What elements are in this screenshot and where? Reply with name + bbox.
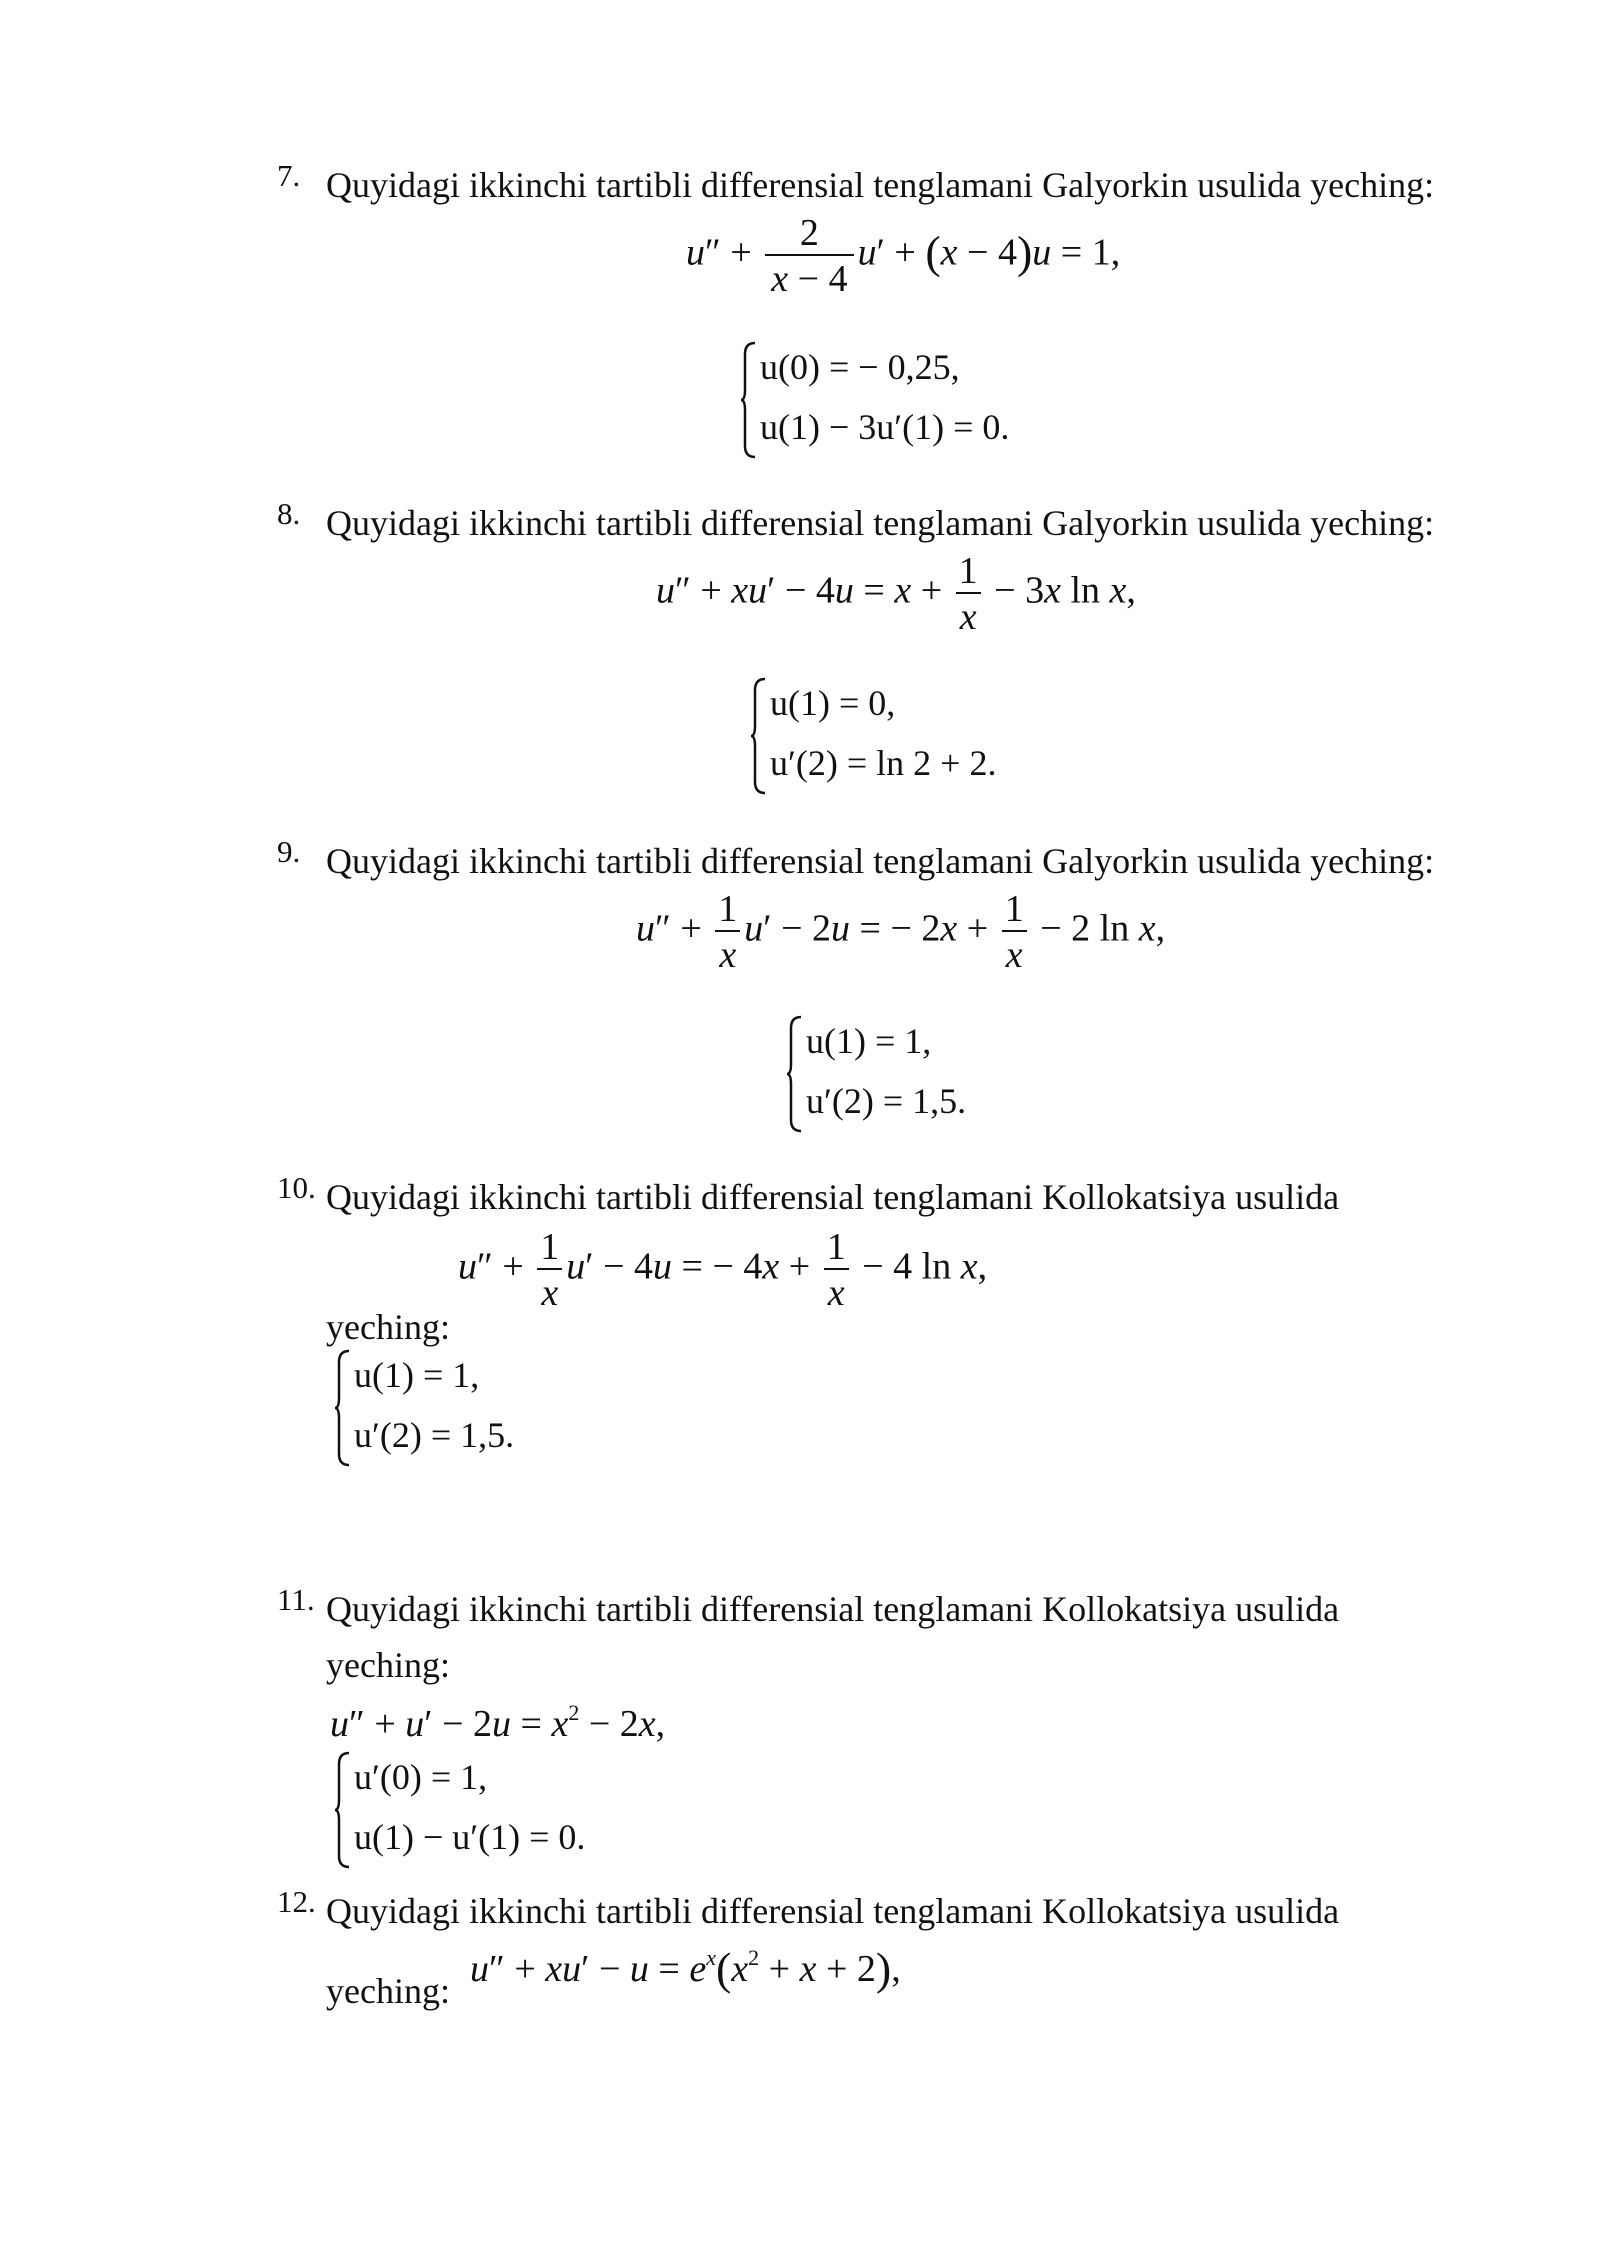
condition-line: u′(2) = 1,5. [354, 1415, 515, 1455]
problem-10-conditions [334, 1348, 634, 1468]
problem-7-conditions [740, 340, 1060, 460]
condition-line: u(1) − u′(1) = 0. [354, 1817, 586, 1857]
condition-line: u(0) = − 0,25, [760, 347, 960, 387]
left-brace-icon [786, 1014, 804, 1134]
condition-line: u(1) = 0, [770, 683, 896, 723]
problem-9-text: Quyidagi ikkinchi tartibli differensial tenglamani Galyorkin usulida yeching: [326, 841, 1435, 881]
condition-line: u(1) = 1, [354, 1355, 480, 1395]
problem-12-text-cont: yeching: [326, 1971, 450, 2011]
problem-9-number: 9. [277, 834, 301, 869]
left-brace-icon [740, 340, 758, 460]
problem-12-text: Quyidagi ikkinchi tartibli differensial tenglamani Kollokatsiya usulida [326, 1891, 1340, 1931]
problem-11-conditions [334, 1750, 674, 1870]
problem-9-equation: u″ + $\frac{1}{x}$ u′ − 2u = − 2x + $\frac{1}{x}$ − 2 ln x, [636, 888, 1166, 976]
problem-8-number: 8. [277, 496, 301, 531]
problem-7-number: 7. [277, 158, 301, 193]
problem-8-equation: u″ + xu′ − 4u = x + $\frac{1}{x}$ − 3x ln x, [656, 550, 1136, 638]
problem-12-number: 12. [277, 1884, 316, 1919]
condition-line: u(1) = 1, [806, 1021, 932, 1061]
condition-line: u′(2) = 1,5. [806, 1081, 967, 1121]
problem-8-text: Quyidagi ikkinchi tartibli differensial tenglamani Galyorkin usulida yeching: [326, 503, 1435, 543]
problem-11-number: 11. [277, 1582, 315, 1617]
problem-11-equation: $u'' + u' - 2u = x^2 - 2x$, [330, 1700, 666, 1745]
problem-12-equation: $u'' + xu' - u = e^x(x^2 + x + 2)$, [470, 1943, 901, 1994]
problem-10-number: 10. [277, 1170, 316, 1205]
left-brace-icon [334, 1348, 352, 1468]
problem-8-conditions [750, 676, 1070, 796]
condition-line: u′(2) = ln 2 + 2. [770, 743, 997, 783]
condition-line: u(1) − 3u′(1) = 0. [760, 407, 1010, 447]
problem-10-text-cont: yeching: [326, 1307, 450, 1347]
problem-10-text: Quyidagi ikkinchi tartibli differensial tenglamani Kollokatsiya usulida [326, 1177, 1340, 1217]
problem-11-text: Quyidagi ikkinchi tartibli differensial tenglamani Kollokatsiya usulida [326, 1589, 1340, 1629]
problem-7-text: Quyidagi ikkinchi tartibli differensial tenglamani Galyorkin usulida yeching: [326, 165, 1435, 205]
problem-7-equation: u″ + $\frac{2}{x - 4}$ u′ + (x − 4)u = 1, [686, 212, 1121, 300]
problem-11-text-cont: yeching: [326, 1645, 450, 1685]
condition-line: u′(0) = 1, [354, 1757, 488, 1797]
left-brace-icon [750, 676, 768, 796]
problem-9-conditions [786, 1014, 1086, 1134]
problem-10-equation: u″ + $\frac{1}{x}$ u′ − 4u = − 4x + $\frac{1}{x}$ − 4 ln x, [458, 1226, 988, 1314]
left-brace-icon [334, 1750, 352, 1870]
